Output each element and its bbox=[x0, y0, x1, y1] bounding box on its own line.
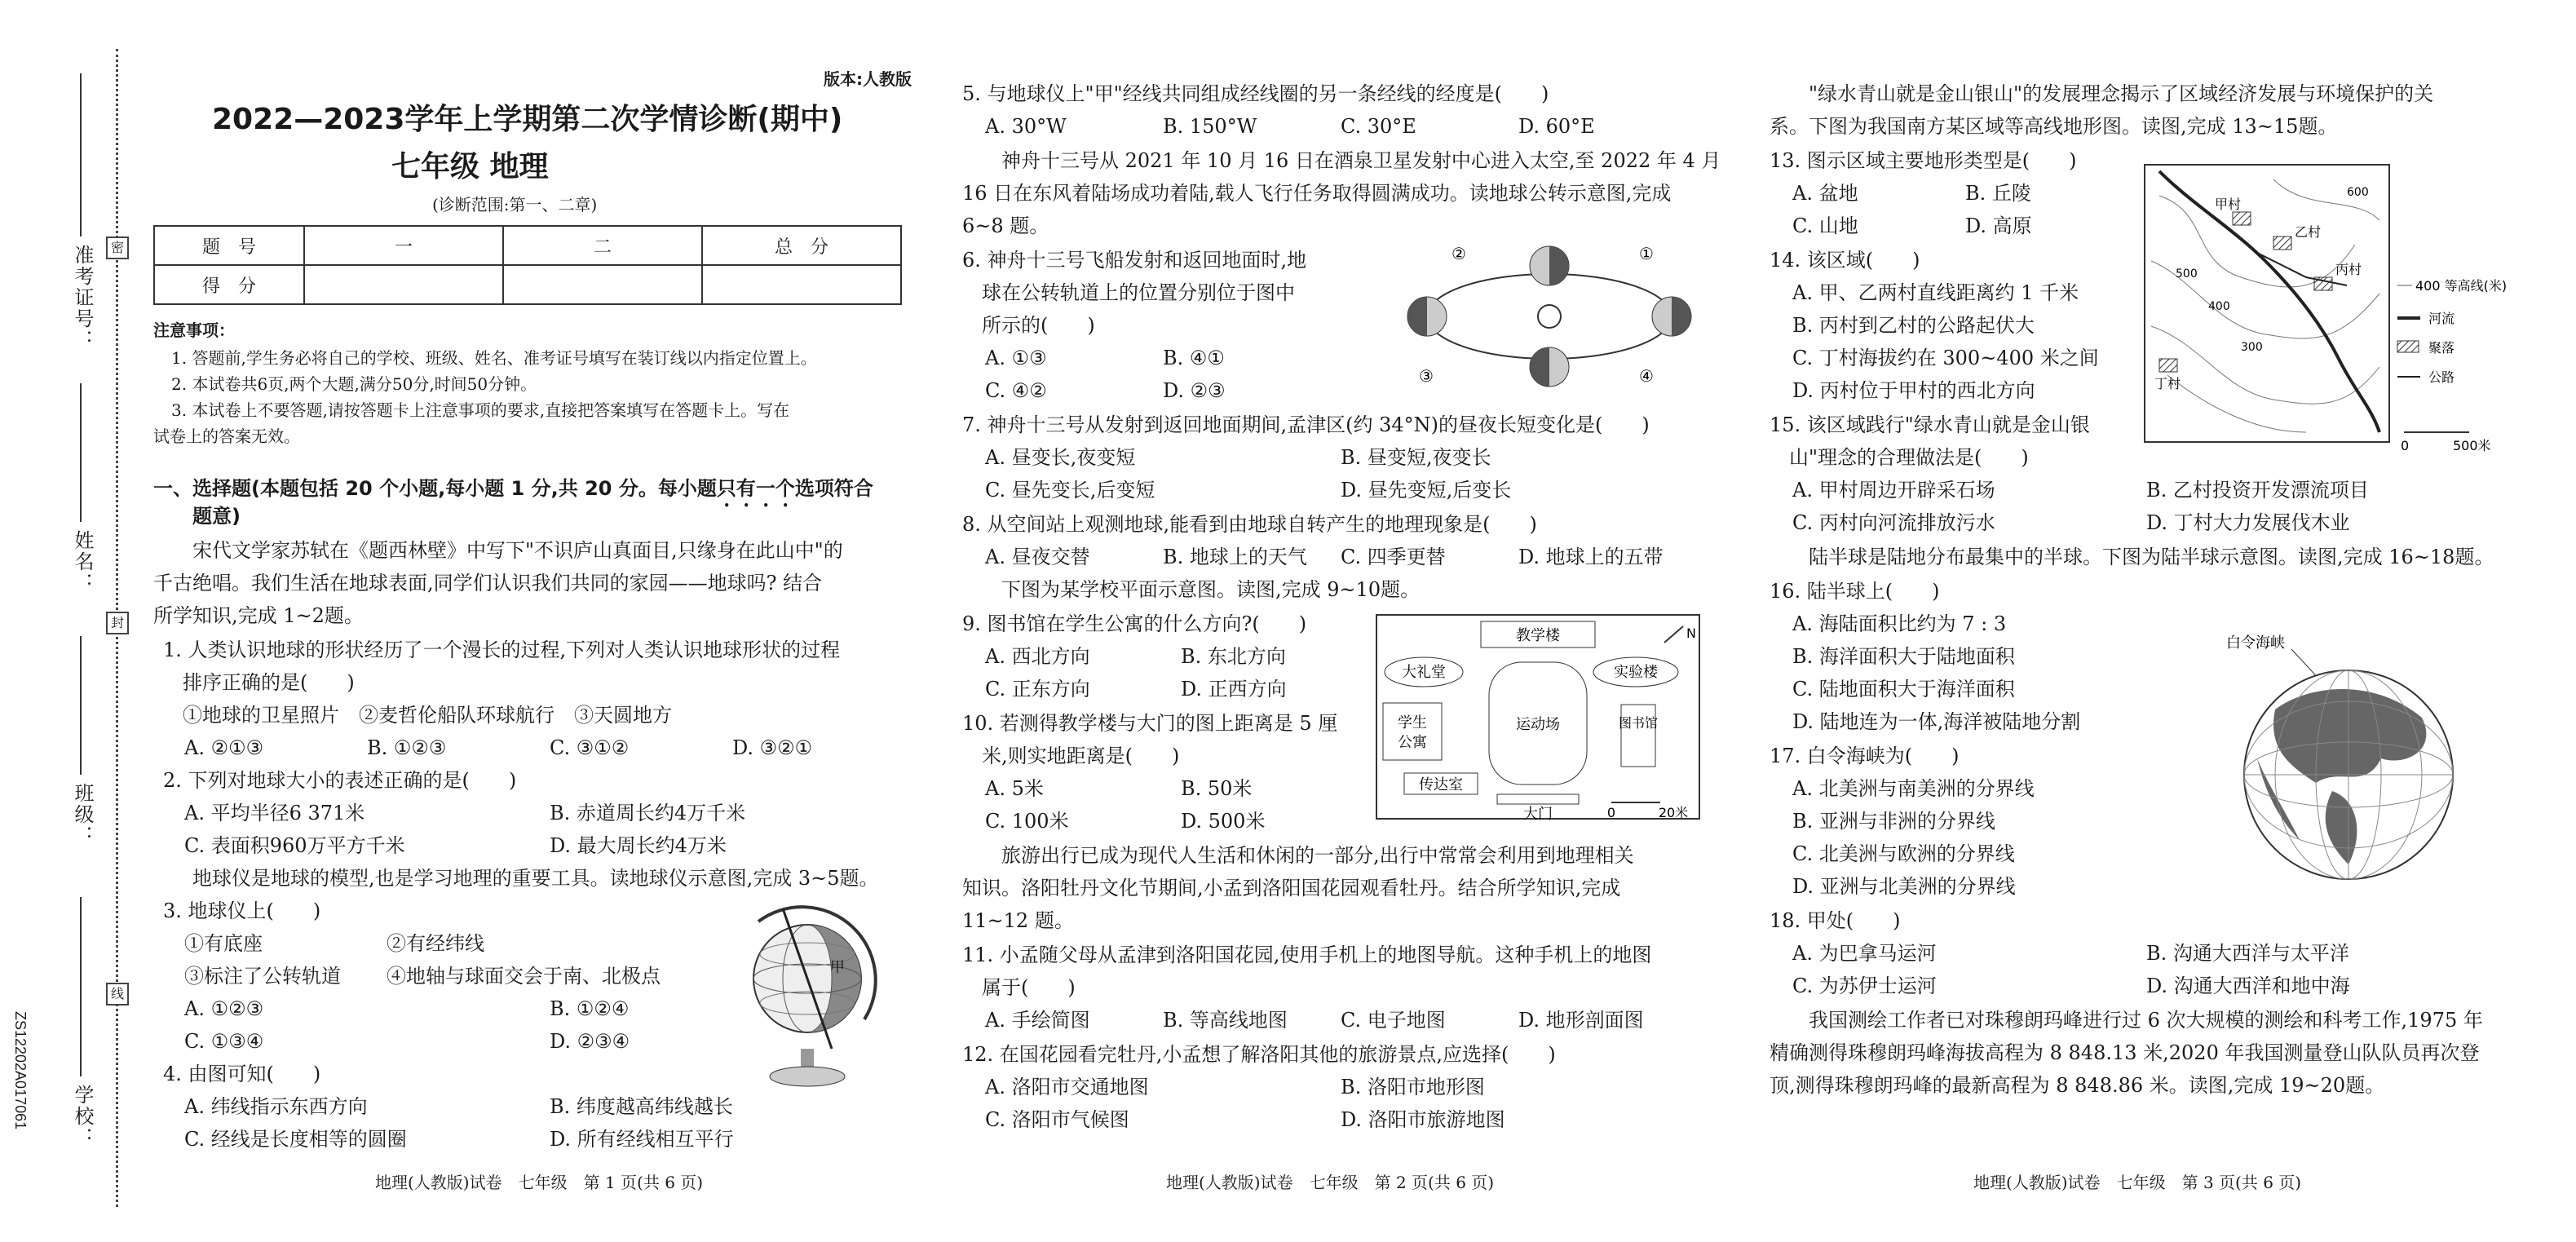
option[interactable]: C. 昼先变长,后变短 bbox=[985, 479, 1155, 502]
question-18: 18. 甲处( ) bbox=[1770, 909, 1901, 932]
option[interactable]: B. 丙村到乙村的公路起伏大 bbox=[1792, 314, 2035, 337]
passage-line: 神舟十三号从 2021 年 10 月 16 日在酒泉卫星发射中心进入太空,至 2022 年 4 月 bbox=[962, 149, 1721, 172]
globe-base bbox=[770, 1067, 845, 1086]
notice-line: 试卷上的答案无效。 bbox=[153, 427, 300, 446]
option[interactable]: B. 海洋面积大于陆地面积 bbox=[1792, 645, 2015, 668]
seal-char: 密 bbox=[106, 236, 129, 259]
question-15: 15. 该区域践行"绿水青山就是金山银 bbox=[1770, 413, 2090, 436]
option[interactable]: D. 500米 bbox=[1181, 810, 1266, 833]
passage-line: 我国测绘工作者已对珠穆朗玛峰进行过 6 次大规模的测绘和科考工作,1975 年 bbox=[1770, 1009, 2483, 1032]
option[interactable]: D. 丁村大力发展伐木业 bbox=[2146, 511, 2350, 534]
village-label: 丙村 bbox=[2335, 262, 2362, 277]
campus-auditorium-label: 大礼堂 bbox=[1402, 664, 1446, 681]
option[interactable]: B. 洛阳市地形图 bbox=[1341, 1076, 1485, 1098]
section-1-heading bbox=[153, 476, 873, 511]
option[interactable]: D. 地球上的五带 bbox=[1518, 546, 1664, 568]
passage-line: 千古绝唱。我们生活在地球表面,同学们认识我们共同的家园——地球吗? 结合 bbox=[153, 572, 823, 594]
contour-scale-0: 0 bbox=[2401, 438, 2410, 453]
earth-pos-2 bbox=[1530, 246, 1569, 285]
score-cell[interactable] bbox=[304, 265, 503, 304]
option[interactable]: C. ③①② bbox=[550, 736, 630, 759]
settlement-ding bbox=[2159, 359, 2177, 372]
option[interactable]: B. 赤道周长约4万千米 bbox=[550, 802, 746, 824]
orbit-label: ③ bbox=[1419, 366, 1434, 386]
option[interactable]: D. 最大周长约4万米 bbox=[550, 834, 727, 857]
notice-title: 注意事项： bbox=[153, 320, 235, 340]
passage-line: 旅游出行已成为现代人生活和休闲的一部分,出行中常常会利用到地理相关 bbox=[962, 844, 1634, 867]
option[interactable]: D. 亚洲与北美洲的分界线 bbox=[1792, 875, 2016, 898]
option[interactable]: B. 昼变短,夜变长 bbox=[1341, 446, 1491, 469]
question-11-cont: 属于( ) bbox=[962, 976, 1076, 999]
village-label: 乙村 bbox=[2295, 224, 2322, 240]
question-1-items: ①地球的卫星照片 ②麦哲伦船队环球航行 ③天圆地方 bbox=[163, 704, 672, 727]
option[interactable]: D. 地形剖面图 bbox=[1518, 1009, 1644, 1032]
option[interactable]: D. ③②① bbox=[732, 736, 813, 759]
option[interactable]: D. 所有经线相互平行 bbox=[550, 1128, 734, 1151]
passage-line: 11~12 题。 bbox=[962, 909, 1074, 932]
legend-item: 聚落 bbox=[2428, 340, 2455, 356]
page-1-footer: 地理(人教版)试卷 七年级 第 1 页(共 6 页) bbox=[375, 1173, 704, 1192]
option[interactable]: D. 丙村位于甲村的西北方向 bbox=[1792, 379, 2035, 402]
option[interactable]: B. 等高线地图 bbox=[1163, 1009, 1288, 1032]
question-3: 3. 地球仪上( ) bbox=[163, 899, 321, 922]
option[interactable]: C. 经线是长度相等的圆圈 bbox=[184, 1128, 407, 1151]
exam-title: 2022—2023学年上学期第二次学情诊断(期中) bbox=[212, 103, 843, 136]
page-2-footer: 地理(人教版)试卷 七年级 第 2 页(共 6 页) bbox=[1166, 1173, 1495, 1192]
orbit-label: ④ bbox=[1639, 366, 1654, 386]
school-label: 学校： bbox=[71, 1085, 94, 1148]
section-1-heading-a: 一、选择题(本题包括 20 个小题,每小题 1 分,共 20 分。每小题 bbox=[153, 477, 717, 500]
question-1-cont: 排序正确的是( ) bbox=[163, 671, 355, 694]
score-header: 总 分 bbox=[702, 226, 901, 265]
score-header: 一 bbox=[304, 226, 503, 265]
passage-line: 地球仪是地球的模型,也是学习地理的重要工具。读地球仪示意图,完成 3~5题。 bbox=[153, 867, 879, 890]
option[interactable]: A. 纬线指示东西方向 bbox=[184, 1095, 368, 1118]
option[interactable]: C. 北美洲与欧洲的分界线 bbox=[1792, 842, 2015, 865]
option[interactable]: B. 沟通大西洋与太平洋 bbox=[2146, 942, 2349, 965]
exam-scope: (诊断范围:第一、二章) bbox=[432, 195, 598, 214]
orbit-figure bbox=[1394, 235, 1704, 398]
option[interactable]: D. 正西方向 bbox=[1181, 678, 1287, 701]
question-9: 9. 图书馆在学生公寓的什么方向?( ) bbox=[962, 612, 1307, 635]
option[interactable]: A. 昼夜交替 bbox=[985, 546, 1090, 568]
settlement-yi bbox=[2273, 236, 2291, 250]
passage-line: 16 日在东风着陆场成功着陆,载人飞行任务取得圆满成功。读地球公转示意图,完成 bbox=[962, 182, 1672, 205]
option[interactable]: A. 盆地 bbox=[1792, 182, 1858, 205]
settlement-bing bbox=[2314, 277, 2332, 290]
campus-dorm-label: 公寓 bbox=[1398, 734, 1427, 751]
q3-item: ①有底座 bbox=[184, 932, 263, 955]
option[interactable]: C. 丙村向河流排放污水 bbox=[1792, 511, 1995, 534]
option[interactable]: A. 平均半径6 371米 bbox=[184, 802, 365, 824]
option[interactable]: C. 山地 bbox=[1792, 214, 1858, 237]
option[interactable]: A. ②①③ bbox=[184, 736, 264, 759]
page-1 bbox=[139, 0, 912, 1242]
earth-pos-3 bbox=[1407, 297, 1447, 336]
q3-item: ②有经纬线 bbox=[387, 932, 484, 955]
campus-guard-label: 传达室 bbox=[1419, 776, 1463, 793]
option[interactable]: A. ①②③ bbox=[184, 997, 264, 1020]
globe-figure bbox=[726, 897, 889, 1093]
question-7: 7. 神舟十三号从发射到返回地面期间,孟津区(约 34°N)的昼夜长短变化是( ) bbox=[962, 413, 1650, 436]
contour-label: 600 bbox=[2347, 186, 2369, 199]
option[interactable]: B. ①②③ bbox=[367, 736, 447, 759]
option[interactable]: B. 150°W bbox=[1163, 115, 1257, 138]
question-12: 12. 在国花园看完牡丹,小孟想了解洛阳其他的旅游景点,应选择( ) bbox=[962, 1043, 1556, 1066]
page-2 bbox=[954, 0, 1737, 1242]
passage-line: 所学知识,完成 1~2题。 bbox=[153, 604, 364, 627]
option[interactable]: C. 100米 bbox=[985, 810, 1069, 833]
notice-line: 1. 答题前,学生务必将自己的学校、班级、姓名、准考证号填写在装订线以内指定位置上。 bbox=[171, 348, 817, 368]
passage-line: 精确测得珠穆朗玛峰海拔高程为 8 848.13 米,2020 年我国测量登山队队员再次登 bbox=[1770, 1041, 2480, 1064]
campus-field-label: 运动场 bbox=[1516, 716, 1560, 733]
campus-scale-20: 20米 bbox=[1658, 805, 1689, 820]
option[interactable]: C. 电子地图 bbox=[1341, 1009, 1446, 1032]
option[interactable]: A. 北美洲与南美洲的分界线 bbox=[1792, 777, 2035, 800]
contour-label: 300 bbox=[2241, 341, 2263, 354]
globe-label-jia: 甲 bbox=[830, 959, 845, 976]
option[interactable]: C. 30°E bbox=[1341, 115, 1416, 138]
score-cell[interactable] bbox=[503, 265, 702, 304]
option[interactable]: D. 沟通大西洋和地中海 bbox=[2146, 975, 2350, 997]
contour-scale-500: 500米 bbox=[2453, 438, 2491, 453]
passage-line: 系。下图为我国南方某区域等高线地形图。读图,完成 13~15题。 bbox=[1770, 115, 2338, 138]
contour-label: 400 bbox=[2208, 300, 2230, 313]
question-13: 13. 图示区域主要地形类型是( ) bbox=[1770, 149, 2077, 172]
option[interactable]: B. 乙村投资开发漂流项目 bbox=[2146, 479, 2369, 502]
option[interactable]: A. 甲村周边开辟采石场 bbox=[1792, 479, 1995, 502]
legend-item: 400 等高线(米) bbox=[2415, 278, 2508, 294]
page-3-footer: 地理(人教版)试卷 七年级 第 3 页(共 6 页) bbox=[1973, 1173, 2302, 1192]
question-5: 5. 与地球仪上"甲"经线共同组成经线圈的另一条经线的经度是( ) bbox=[962, 82, 1549, 105]
option[interactable]: A. 手绘简图 bbox=[985, 1009, 1090, 1032]
section-1-emphasis: 只有一个 bbox=[716, 477, 795, 500]
option[interactable]: B. 纬度越高纬线越长 bbox=[550, 1095, 733, 1118]
map-legend bbox=[2397, 278, 2507, 385]
q3-item: ④地轴与球面交会于南、北极点 bbox=[387, 965, 661, 988]
campus-teaching-label: 教学楼 bbox=[1516, 627, 1560, 644]
option[interactable]: A. 昼变长,夜变短 bbox=[985, 446, 1136, 469]
option[interactable]: C. 丁村海拔约在 300~400 米之间 bbox=[1792, 347, 2099, 369]
option[interactable]: B. 亚洲与非洲的分界线 bbox=[1792, 810, 1995, 833]
option[interactable]: D. ②③④ bbox=[550, 1030, 630, 1053]
village-label: 丁村 bbox=[2154, 376, 2181, 391]
option[interactable]: C. 陆地面积大于海洋面积 bbox=[1792, 678, 2015, 701]
village-label: 甲村 bbox=[2215, 197, 2242, 212]
option[interactable]: B. ①②④ bbox=[550, 997, 630, 1020]
score-cell[interactable] bbox=[702, 265, 901, 304]
orbit-label: ① bbox=[1639, 244, 1654, 263]
q3-item: ③标注了公转轨道 bbox=[184, 965, 341, 988]
legend-item: 河流 bbox=[2428, 311, 2455, 326]
campus-library-label: 图书馆 bbox=[1618, 715, 1659, 731]
earth-pos-4 bbox=[1530, 347, 1569, 387]
name-label: 姓名： bbox=[71, 530, 94, 594]
settlement-jia bbox=[2233, 212, 2251, 225]
page-3 bbox=[1761, 0, 2561, 1242]
hemisphere-label: 白令海峡 bbox=[2226, 634, 2285, 652]
option[interactable]: A. 海陆面积比约为 7 : 3 bbox=[1792, 612, 2007, 635]
question-10-cont: 米,则实地距离是( ) bbox=[962, 745, 1180, 767]
campus-dorm-label: 学生 bbox=[1398, 714, 1427, 731]
paper-code: ZS12202A017061 bbox=[12, 1011, 29, 1130]
option[interactable]: C. 洛阳市气候图 bbox=[985, 1108, 1129, 1131]
option[interactable]: C. ④② bbox=[985, 379, 1047, 402]
option[interactable]: A. 西北方向 bbox=[985, 645, 1090, 668]
option[interactable]: C. 表面积960万平方千米 bbox=[184, 834, 405, 857]
section-1-heading-b: 选项符合 bbox=[794, 477, 873, 500]
question-6-cont: 所示的( ) bbox=[962, 314, 1095, 337]
question-11: 11. 小孟随父母从孟津到洛阳国花园,使用手机上的地图导航。这种手机上的地图 bbox=[962, 944, 1652, 966]
name-blank bbox=[80, 383, 82, 522]
score-header: 题 号 bbox=[154, 226, 304, 265]
option[interactable]: D. 昼先变短,后变长 bbox=[1341, 479, 1512, 502]
seal-char: 封 bbox=[106, 612, 129, 634]
option[interactable]: A. 甲、乙两村直线距离约 1 千米 bbox=[1792, 281, 2079, 304]
passage-line: 6~8 题。 bbox=[962, 214, 1049, 237]
class-blank bbox=[80, 636, 82, 775]
exam-id-blank bbox=[80, 73, 82, 236]
option[interactable]: D. 60°E bbox=[1518, 115, 1595, 138]
class-label: 班级： bbox=[71, 783, 94, 846]
option[interactable]: C. ①③④ bbox=[184, 1030, 264, 1053]
binding-strip bbox=[0, 0, 130, 1242]
exam-subtitle: 七年级 地理 bbox=[391, 150, 549, 183]
contour-label: 500 bbox=[2176, 267, 2198, 281]
orbit-label: ② bbox=[1451, 244, 1466, 263]
contour-map-border bbox=[2145, 165, 2389, 442]
score-header: 二 bbox=[503, 226, 702, 265]
question-14: 14. 该区域( ) bbox=[1770, 249, 1920, 272]
question-16: 16. 陆半球上( ) bbox=[1770, 580, 1940, 603]
question-2: 2. 下列对地球大小的表述正确的是( ) bbox=[163, 769, 517, 792]
option[interactable]: C. 四季更替 bbox=[1341, 546, 1446, 568]
option[interactable]: A. 30°W bbox=[985, 115, 1067, 138]
contour-map bbox=[2143, 163, 2534, 457]
notice-line: 3. 本试卷上不要答题,请按答题卡上注意事项的要求,直接把答案填写在答题卡上。写在 bbox=[171, 400, 790, 420]
question-4: 4. 由图可知( ) bbox=[163, 1063, 321, 1085]
option[interactable]: B. 东北方向 bbox=[1181, 645, 1286, 668]
question-6-cont: 球在公转轨道上的位置分别位于图中 bbox=[962, 281, 1295, 304]
section-1-heading-c: 题意) bbox=[192, 505, 241, 528]
option[interactable]: D. 陆地连为一体,海洋被陆地分割 bbox=[1792, 710, 2081, 733]
option[interactable]: C. 为苏伊士运河 bbox=[1792, 975, 1937, 997]
passage-line: 陆半球是陆地分布最集中的半球。下图为陆半球示意图。读图,完成 16~18题。 bbox=[1770, 546, 2494, 568]
option[interactable]: B. 丘陵 bbox=[1965, 182, 2031, 205]
campus-lab-label: 实验楼 bbox=[1614, 664, 1658, 681]
option[interactable]: D. ②③ bbox=[1163, 379, 1226, 402]
question-6: 6. 神舟十三号飞船发射和返回地面时,地 bbox=[962, 249, 1307, 272]
campus-north: N bbox=[1686, 625, 1696, 641]
option[interactable]: B. ④① bbox=[1163, 347, 1225, 369]
campus-scale-0: 0 bbox=[1606, 805, 1616, 820]
edition-label: 版本:人教版 bbox=[824, 69, 912, 89]
earth-pos-1 bbox=[1652, 297, 1691, 336]
sun-icon bbox=[1538, 305, 1561, 328]
question-17: 17. 白令海峡为( ) bbox=[1770, 745, 1960, 767]
campus-map bbox=[1375, 613, 1701, 820]
notice-line: 2. 本试卷共6页,两个大题,满分50分,时间50分钟。 bbox=[171, 374, 537, 394]
legend-settlement-icon bbox=[2397, 341, 2419, 352]
score-table bbox=[153, 225, 902, 305]
option[interactable]: D. 高原 bbox=[1965, 214, 2032, 237]
option[interactable]: B. 50米 bbox=[1181, 777, 1253, 800]
passage-line: 顶,测得珠穆朗玛峰的最新高程为 8 848.86 米。读图,完成 19~20题。 bbox=[1770, 1074, 2385, 1097]
exam-id-label: 准考证号： bbox=[71, 245, 94, 351]
land-hemisphere-figure bbox=[2218, 628, 2463, 889]
seal-char: 线 bbox=[106, 983, 129, 1006]
question-10: 10. 若测得教学楼与大门的图上距离是 5 厘 bbox=[962, 712, 1338, 735]
option[interactable]: D. 洛阳市旅游地图 bbox=[1341, 1108, 1505, 1131]
option[interactable]: A. 为巴拿马运河 bbox=[1792, 942, 1937, 965]
question-1: 1. 人类认识地球的形状经历了一个漫长的过程,下列对人类认识地球形状的过程 bbox=[163, 639, 841, 661]
campus-gate-label: 大门 bbox=[1523, 806, 1553, 820]
passage-line: 下图为某学校平面示意图。读图,完成 9~10题。 bbox=[962, 578, 1421, 601]
passage-line: "绿水青山就是金山银山"的发展理念揭示了区域经济发展与环境保护的关 bbox=[1770, 82, 2434, 105]
option[interactable]: C. 正东方向 bbox=[985, 678, 1090, 701]
passage-line: 宋代文学家苏轼在《题西林壁》中写下"不识庐山真面目,只缘身在此山中"的 bbox=[153, 539, 843, 562]
passage-line: 知识。洛阳牡丹文化节期间,小孟到洛阳国花园观看牡丹。结合所学知识,完成 bbox=[962, 877, 1621, 899]
option[interactable]: A. ①③ bbox=[985, 347, 1047, 369]
question-15-cont: 山"理念的合理做法是( ) bbox=[1770, 446, 2029, 469]
score-row-label: 得 分 bbox=[154, 265, 304, 304]
school-blank bbox=[80, 897, 82, 1076]
option[interactable]: A. 洛阳市交通地图 bbox=[985, 1076, 1149, 1098]
option[interactable]: B. 地球上的天气 bbox=[1163, 546, 1307, 568]
option[interactable]: A. 5米 bbox=[985, 777, 1044, 800]
question-8: 8. 从空间站上观测地球,能看到由地球自转产生的地理现象是( ) bbox=[962, 513, 1537, 536]
legend-item: 公路 bbox=[2428, 369, 2455, 385]
